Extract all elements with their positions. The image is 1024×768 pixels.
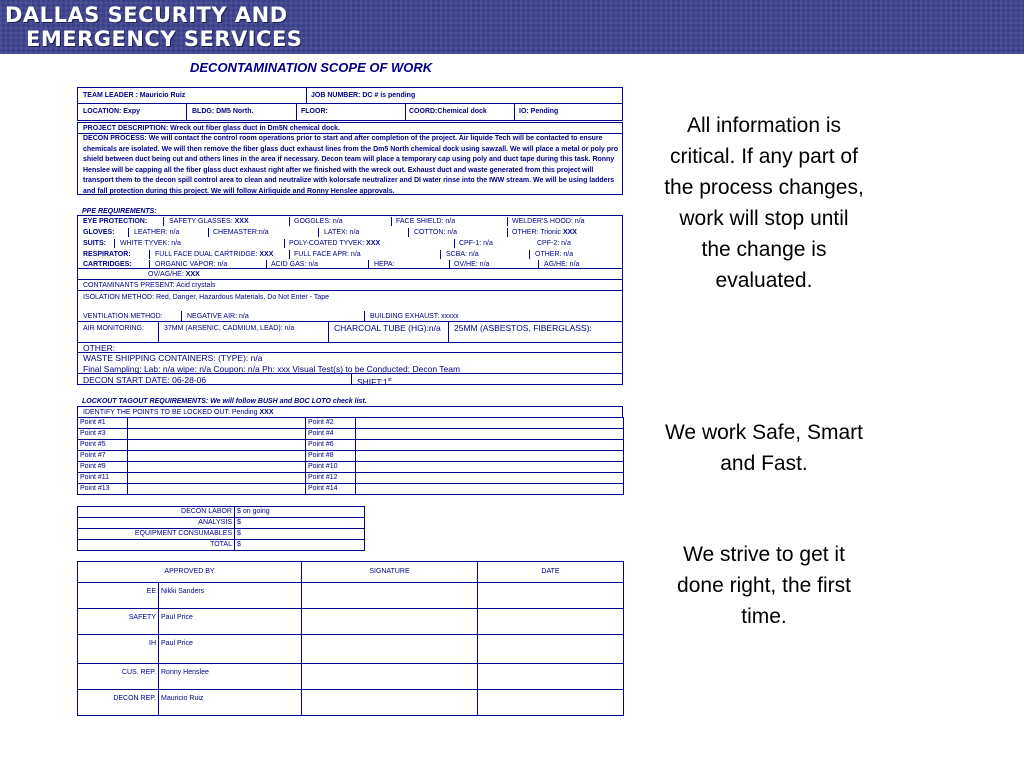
cpf-1: CPF-1: n/a [459,240,493,247]
decon-start-box [77,373,623,385]
point-label: Point #10 [306,462,356,473]
cost-label: EQUIPMENT CONSUMABLES [78,529,235,540]
point-label: Point #4 [306,429,356,440]
io-number: IO: Pending [519,108,559,115]
isolation-method: ISOLATION METHOD: Red, Danger, Hazardous Materials, Do Not Enter - Tape [83,294,329,301]
table-row [78,664,624,690]
table-row [78,529,365,540]
other: OTHER: [83,343,116,353]
air-charcoal-tube: CHARCOAL TUBE (HG):n/a [334,323,441,333]
point-label: Point #8 [306,451,356,462]
cost-label: ANALYSIS [78,518,235,529]
contaminants-present: CONTAMINANTS PRESENT: Acid crystals [83,282,216,289]
point-value [356,429,624,440]
air-37mm: 37MM (ARSENIC, CADMIUM, LEAD): n/a [164,325,295,332]
suits-label: SUITS: [83,240,106,247]
isolation-box [77,290,623,322]
point-value [356,451,624,462]
approved-by-header: APPROVED BY [78,562,302,583]
white-tyvek: WHITE TYVEK: n/a [120,240,181,247]
poly-coated-tyvek: POLY-COATED TYVEK: XXX [289,240,381,247]
face-shield: FACE SHIELD: n/a [396,218,456,225]
full-face-apr: FULL FACE APR: n/a [294,251,361,258]
point-value [128,484,306,495]
chemaster-gloves: CHEMASTER:n/a [213,229,269,236]
date-field[interactable] [478,609,624,635]
approval-role: DECON REP. [78,690,159,716]
waste-box [77,352,623,374]
ag-he: AG/HE: n/a [544,261,580,268]
point-value [356,440,624,451]
cost-table [77,506,365,551]
lockout-heading: LOCKOUT TAGOUT REQUIREMENTS: We will follow BUSH and BOC LOTO check list. [82,398,367,405]
date-field[interactable] [478,635,624,664]
cost-value: $ on going [235,507,365,518]
air-monitoring-label: AIR MONITORING: [83,325,144,332]
point-value [356,462,624,473]
document-title: DECONTAMINATION SCOPE OF WORK [190,60,433,75]
header-banner [0,0,1024,54]
ventilation-method: VENTILATION METHOD: [83,313,163,320]
safety-glasses: SAFETY GLASSES: XXX [169,218,249,225]
floor: FLOOR: [301,108,328,115]
lockout-identify: IDENTIFY THE POINTS TO BE LOCKED OUT: Pending XXX [83,409,274,416]
point-label: Point #1 [78,418,128,429]
ppe-box [77,215,623,269]
table-row [78,462,624,473]
point-value [128,473,306,484]
signature-header: SIGNATURE [302,562,478,583]
point-label: Point #13 [78,484,128,495]
signature-field[interactable] [302,583,478,609]
latex-gloves: LATEX: n/a [324,229,360,236]
signature-field[interactable] [302,664,478,690]
table-row [78,484,624,495]
hepa: HEPA: [374,261,395,268]
point-value [128,462,306,473]
approval-name: Ronny Henslee [159,664,302,690]
ov-he: OV/HE: n/a [454,261,490,268]
approval-role: EE [78,583,159,609]
banner-title-line1: DALLAS SECURITY AND [5,3,288,27]
coordinator: COORD:Chemical dock [409,108,487,115]
acid-gas: ACID GAS: n/a [271,261,319,268]
job-number: JOB NUMBER: DC # is pending [311,92,416,99]
point-value [356,484,624,495]
decon-process: DECON PROCESS: We will contact the control room operations prior to start and after completion of the project. Air liquide Tech will be contacted to ensure chemicals are isolated. We will then remove the fiber glass duct exhaust lines from the Dm5 North chemical dock using sawzall. We will place a metal or poly pro shield between duct being cut and others lines in the area if necessary. Decon team will place a temporary cap using poly and duct tape during this task. Ronny Henslee will be capping all the fiber glass duct exhaust right after we finished with the wreck out. Exhaust duct and waste generated from this project will transport them to the decon spill control area to clean and neutralize with kolorsafe neutralizer and DI water rinse into the IWW stream. We will be using ladders and fall protection during this project. We will follow Airliquide and Ronny Henslee approvals. [83,135,619,195]
air-25mm: 25MM (ASBESTOS, FIBERGLASS): [454,323,592,333]
approval-role: CUS. REP. [78,664,159,690]
leather-gloves: LEATHER: n/a [134,229,180,236]
point-label: Point #9 [78,462,128,473]
signature-field[interactable] [302,609,478,635]
cost-value: $ [235,529,365,540]
other-gloves: OTHER: Trionic XXX [512,229,577,236]
table-row [78,440,624,451]
respirator-label: RESPIRATOR: [83,251,131,258]
point-label: Point #3 [78,429,128,440]
table-row [78,473,624,484]
table-row [78,418,624,429]
table-row [78,507,365,518]
project-description-box [77,122,623,195]
point-value [128,440,306,451]
point-label: Point #12 [306,473,356,484]
lockout-points-table [77,417,624,495]
shift: SHIFT:1st [357,376,392,387]
negative-air: NEGATIVE AIR: n/a [187,313,249,320]
table-row [78,451,624,462]
banner-title-line2: EMERGENCY SERVICES [26,27,303,51]
point-label: Point #11 [78,473,128,484]
cost-value: $ [235,518,365,529]
cartridges-label: CARTRIDGES: [83,261,132,268]
approval-table [77,561,624,716]
table-row [78,429,624,440]
project-description: PROJECT DESCRIPTION: Wreck out fiber glass duct in Dm5N chemical dock. [83,125,340,132]
side-note-first-time: We strive to get it done right, the first time. [677,543,851,628]
cost-label: TOTAL [78,540,235,551]
table-row [78,609,624,635]
approval-role: SAFETY [78,609,159,635]
approval-name: Paul Price [159,609,302,635]
waste-shipping: WASTE SHIPPING CONTAINERS: (TYPE): n/a [83,353,263,363]
header-box [77,87,623,121]
point-label: Point #7 [78,451,128,462]
date-header: DATE [478,562,624,583]
scba: SCBA: n/a [446,251,479,258]
point-label: Point #14 [306,484,356,495]
signature-field[interactable] [302,690,478,716]
side-note-safe: We work Safe, Smart and Fast. [664,421,863,475]
team-leader: TEAM LEADER : Mauricio Ruiz [83,92,186,99]
approval-name: Paul Price [159,635,302,664]
table-row [78,583,624,609]
table-row [78,540,365,551]
cotton-gloves: COTTON: n/a [414,229,458,236]
welders-hood: WELDER'S HOOD: n/a [512,218,585,225]
point-label: Point #2 [306,418,356,429]
signature-field[interactable] [302,635,478,664]
point-label: Point #6 [306,440,356,451]
full-face-dual-cartridge: FULL FACE DUAL CARTRIDGE: XXX [155,251,274,258]
side-note-critical: All information is critical. If any part of the process changes, work will stop until the change is evaluated. [664,114,864,292]
table-row [78,518,365,529]
point-value [128,451,306,462]
point-value [356,418,624,429]
cost-label: DECON LABOR [78,507,235,518]
goggles: GOGGLES: n/a [294,218,343,225]
date-field[interactable] [478,690,624,716]
air-monitoring-box [77,321,623,343]
point-value [128,418,306,429]
point-label: Point #5 [78,440,128,451]
ov-ag-he: OV/AG/HE: XXX [148,271,200,278]
ppe-heading: PPE REQUIREMENTS: [82,208,157,215]
other-respirator: OTHER: n/a [535,251,574,258]
cost-value: $ [235,540,365,551]
eye-protection-label: EYE PROTECTION: [83,218,148,225]
cpf-2: CPF-2: n/a [537,240,571,247]
approval-role: IH [78,635,159,664]
organic-vapor: ORGANIC VAPOR: n/a [155,261,228,268]
table-row [78,690,624,716]
final-sampling: Final Sampling: Lab: n/a wipe: n/a Coupon: n/a Ph: xxx Visual Test(s) to be Conducted: Decon Team [83,364,461,374]
date-field[interactable] [478,664,624,690]
point-value [128,429,306,440]
building-exhaust: BUILDING EXHAUST: xxxxx [370,313,459,320]
date-field[interactable] [478,583,624,609]
approval-name: Nikki Sanders [159,583,302,609]
location: LOCATION: Expy [83,108,141,115]
table-row [78,635,624,664]
approval-name: Mauricio Ruiz [159,690,302,716]
building: BLDG: DM5 North. [192,108,254,115]
point-value [356,473,624,484]
decon-start-date: DECON START DATE: 06-28-06 [83,375,207,385]
gloves-label: GLOVES: [83,229,115,236]
approval-header-row [78,562,624,583]
